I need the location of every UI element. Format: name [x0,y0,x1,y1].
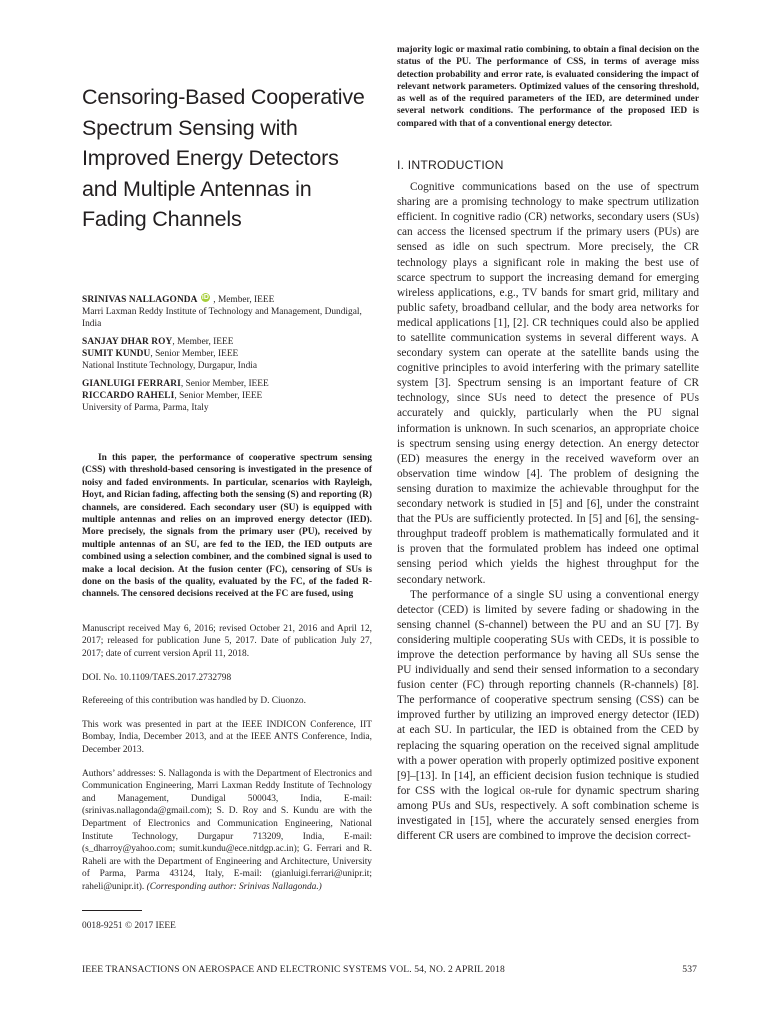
footnotes [82,623,372,931]
issn-copyright: 0018-9251 © 2017 IEEE [82,910,142,931]
author-block [82,293,372,414]
page-number: 537 [682,964,697,975]
abstract-part-2: majority logic or maximal ratio combining, to obtain a final decision on the status of the PU. The performance of CSS, in terms of average miss detection probability and error rate, is evaluated considering the impact of relevant network parameters. Optimized values of the censoring threshold, as well as of the required parameters of the IED, are determined under several network conditions. The performance of the proposed IED is compared with that of a conventional energy detector. [397,45,699,129]
author-name: SUMIT KUNDU [82,348,151,359]
footnote-manuscript: Manuscript received May 6, 2016; revised October 21, 2016 and April 12, 2017; released for publication June 5, 2017. Date of publication July 27, 2017; date of current version April 11, 2018. [82,623,372,660]
author-role: , Member, IEEE [172,336,234,347]
author-role: , Senior Member, IEEE [150,348,239,359]
author-role: , Member, IEEE [213,294,275,305]
author-name: RICCARDO RAHELI [82,390,175,401]
journal-running-footer: IEEE TRANSACTIONS ON AEROSPACE AND ELECTRONIC SYSTEMS VOL. 54, NO. 2 APRIL 2018 [82,964,505,975]
author-name: SANJAY DHAR ROY [82,336,173,347]
author-affiliation: University of Parma, Parma, Italy [82,402,209,413]
author-group-3 [82,378,372,414]
author-addresses: Authors’ addresses: S. Nallagonda is with the Department of Electronics and Communication Engineering, Marri Laxman Reddy Institute of Technology and Management, Dundigal 500043, India, E-mail: (srinivas.nallagonda@gmail.com); S. D. Roy and S. Kundu are with the Department of Electronics and Communication Engineering, National Institute Technology, Durgapur 713209, India, E-mail: (s_dharroy@yahoo.com; sumit.kundu@ece.nitdgp.ac.in); G. Ferrari and R. Raheli are with the Department of Engineering and Architecture, University of Parma, Parma 43124, Italy, E-mail: (gianluigi.ferrari@unipr.it; raheli@unipr.it). [82,768,372,892]
author-name: SRINIVAS NALLAGONDA [82,294,198,305]
right-column [397,44,699,844]
author-affiliation: National Institute Technology, Durgapur, India [82,360,258,371]
intro-paragraph-1: Cognitive communications based on the use of spectrum sharing are a promising technology to make spectrum utilization efficient. In cognitive radio (CR) networks, secondary users (SUs) can access the licensed spectrum if the primary users (PUs) are sensed as idle on such spectrum. More precisely, the CR technology plays a significant role in making the best use of scarce spectrum to support the increasing demand for emerging wireless applications, e.g., TV bands for smart grid, military and public safety, broadband cellular, and the body area networks for medical applications [1], [2]. CR techniques could also be applied to satellite communication systems in several different ways. A secondary system can operate at the satellite bands using the cognitive principles to avoid interfering with the primary satellite system [3]. Spectrum sensing is an important feature of CR technology, since SUs need to detect the presence of PUs accurately and quickly, particularly when the PU signal information is unknown. In such scenarios, an appropriate choice is spectrum sensing using energy detection. An energy detector (ED) measures the energy in the received waveform over an observation time window [4]. The problem of designing the sensing duration to maximize the achievable throughput for the secondary network is studied in [5] and [6], under the constraint that the PUs are sufficiently protected. In [5] and [6], the sensing-throughput tradeoff problem is mathematically formulated and it is proven that the formulated problem has indeed one optimal sensing period which yields the highest throughput for the secondary network. [397,181,699,586]
author-group-2 [82,336,372,372]
left-column [82,44,372,931]
footnote-refereeing: Refereeing of this contribution was handled by D. Ciuonzo. [82,696,306,707]
intro-paragraph-2: The performance of a single SU using a conventional energy detector (CED) is limited by severe fading or shadowing in the sensing channel (S-channel) between the PU and an SU [7]. By considering multiple cooperating SUs with CEDs, it is possible to improve the detection performance by having all SUs sense the PU individually and send their sensed information to a secondary fusion center (FC) through reporting channels (R-channels) [8]. The performance of cooperative spectrum sensing (CSS) can be improved further by utilizing an improved energy detector (IED) at each SU. In particular, the IED is obtained from the CED by replacing the squaring operation on the received signal amplitude with a power operation with properly optimized positive exponent [9]–[13]. In [14], an efficient decision fusion technique is studied for CSS with the logical or-rule for dynamic spectrum sharing among PUs and SUs, respectively. A soft combination scheme is investigated in [15], where the accurately sensed energies from different CR users are combined to improve the decision correct- [397,588,700,843]
orcid-icon[interactable]: iD [201,293,209,301]
author-name: GIANLUIGI FERRARI [82,378,181,389]
footnote-conference: This work was presented in part at the IEEE INDICON Conference, IIT Bombay, India, December 2013, and at the IEEE ANTS Conference, India, December 2013. [82,719,372,755]
or-rule-smallcaps: or [519,784,531,797]
page-footer [82,964,697,975]
author-role: , Senior Member, IEEE [180,378,269,389]
author-group-1 [82,293,372,330]
section-heading-introduction: I. INTRODUCTION [397,158,504,173]
author-role: , Senior Member, IEEE [174,390,263,401]
corresponding-author: (Corresponding author: Srinivas Nallagonda.) [146,881,322,892]
paper-title: Censoring-Based Cooperative Spectrum Sensing with Improved Energy Detectors and Multiple Antennas in Fading Channels [82,85,365,232]
author-affiliation: Marri Laxman Reddy Institute of Technology and Management, Dundigal, India [82,306,362,329]
footnote-addresses [82,768,372,894]
footnote-doi: DOI. No. 10.1109/TAES.2017.2732798 [82,672,232,683]
abstract-part-1: In this paper, the performance of cooperative spectrum sensing (CSS) with threshold-based censoring is investigated in the presence of noisy and faded environments. In particular, scenarios with Rayleigh, Hoyt, and Rician fading, affecting both the sensing (S) and reporting (R) channels, are considered. Each secondary user (SU) is equipped with multiple antennas and relies on an improved energy detector (IED). More precisely, the signals from the primary user (PU), received by multiple antennas of an SU, are fed to the IED, the IED outputs are combined using a selection combiner, and the combined signal is used to make a local decision. At the fusion center (FC), censoring of SUs is done on the basis of the quality, evaluated by the FC, of the faded R-channels. The censored decisions received at the FC are fused, using [82,452,372,600]
